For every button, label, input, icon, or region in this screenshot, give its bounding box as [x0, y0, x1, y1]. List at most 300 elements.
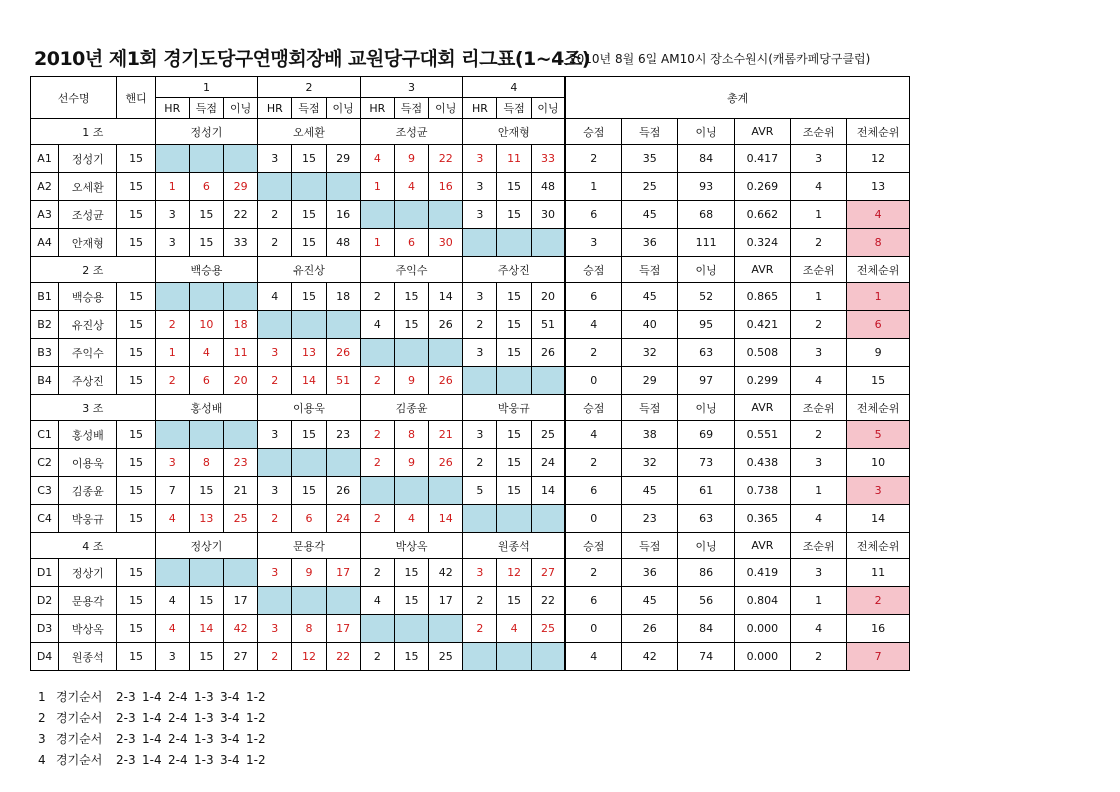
summary-value: 69 — [678, 421, 734, 449]
match-score-cell: 15 — [189, 587, 223, 615]
match-score-cell: 30 — [429, 229, 463, 257]
self-match-cell — [155, 421, 189, 449]
player-code: C3 — [31, 477, 59, 505]
player-handicap: 15 — [117, 145, 155, 173]
match-score-cell: 3 — [463, 201, 497, 229]
player-handicap: 15 — [117, 229, 155, 257]
match-score-cell: 25 — [531, 421, 565, 449]
self-match-cell — [429, 615, 463, 643]
summary-value: 0.417 — [734, 145, 790, 173]
table-row — [31, 367, 910, 395]
summary-header: 전체순위 — [847, 395, 910, 421]
table-row — [31, 477, 910, 505]
group-rank: 3 — [791, 339, 847, 367]
summary-value: 63 — [678, 339, 734, 367]
overall-rank: 1 — [847, 283, 910, 311]
self-match-cell — [360, 339, 394, 367]
match-score-cell: 9 — [394, 145, 428, 173]
player-handicap: 15 — [117, 477, 155, 505]
match-score-cell: 18 — [224, 311, 258, 339]
overall-rank: 11 — [847, 559, 910, 587]
match-score-cell: 26 — [429, 367, 463, 395]
summary-header: AVR — [734, 119, 790, 145]
match-score-cell: 6 — [394, 229, 428, 257]
summary-value: 2 — [565, 339, 621, 367]
group-rank: 3 — [791, 559, 847, 587]
self-match-cell — [155, 283, 189, 311]
summary-value: 52 — [678, 283, 734, 311]
match-header-3: 3 — [360, 77, 463, 98]
match-score-cell: 2 — [360, 421, 394, 449]
match-score-cell: 9 — [394, 449, 428, 477]
match-order-line — [38, 751, 272, 772]
self-match-cell — [155, 145, 189, 173]
summary-value: 4 — [565, 311, 621, 339]
player-code: C4 — [31, 505, 59, 533]
match-order-label: 경기순서 — [56, 690, 103, 704]
group-rank: 1 — [791, 587, 847, 615]
match-score-cell: 17 — [429, 587, 463, 615]
match-score-cell: 2 — [155, 311, 189, 339]
self-match-cell — [463, 367, 497, 395]
match-1-subheader: HR — [155, 98, 189, 119]
player-handicap: 15 — [117, 587, 155, 615]
summary-header: 조순위 — [791, 533, 847, 559]
match-score-cell: 3 — [155, 229, 189, 257]
group-label: 4 조 — [31, 533, 156, 559]
match-2-subheader: 득점 — [292, 98, 326, 119]
summary-header: 승점 — [565, 395, 621, 421]
match-score-cell: 3 — [463, 559, 497, 587]
match-score-cell: 15 — [189, 229, 223, 257]
self-match-cell — [258, 449, 292, 477]
self-match-cell — [258, 173, 292, 201]
match-2-subheader: HR — [258, 98, 292, 119]
player-handicap: 15 — [117, 643, 155, 671]
group-rank: 2 — [791, 229, 847, 257]
match-score-cell: 15 — [497, 201, 531, 229]
summary-header: 이닝 — [678, 395, 734, 421]
summary-value: 4 — [565, 421, 621, 449]
match-header-1: 1 — [155, 77, 258, 98]
player-name: 주상진 — [59, 367, 117, 395]
group-rank: 4 — [791, 615, 847, 643]
match-1-subheader: 이닝 — [224, 98, 258, 119]
match-score-cell: 25 — [429, 643, 463, 671]
group-rank: 2 — [791, 311, 847, 339]
match-score-cell: 14 — [429, 283, 463, 311]
summary-value: 36 — [622, 559, 678, 587]
opponent-name: 오세환 — [258, 119, 361, 145]
summary-value: 23 — [622, 505, 678, 533]
player-name: 원종석 — [59, 643, 117, 671]
summary-value: 6 — [565, 201, 621, 229]
summary-value: 68 — [678, 201, 734, 229]
player-code: A2 — [31, 173, 59, 201]
match-score-cell: 22 — [224, 201, 258, 229]
player-name: 홍성배 — [59, 421, 117, 449]
summary-value: 73 — [678, 449, 734, 477]
match-order-label: 경기순서 — [56, 732, 103, 746]
opponent-name: 박상옥 — [360, 533, 463, 559]
overall-rank: 3 — [847, 477, 910, 505]
summary-value: 95 — [678, 311, 734, 339]
player-name-header: 선수명 — [31, 77, 117, 119]
opponent-name: 유진상 — [258, 257, 361, 283]
summary-value: 61 — [678, 477, 734, 505]
match-score-cell: 2 — [258, 505, 292, 533]
match-score-cell: 15 — [497, 173, 531, 201]
match-order-label: 경기순서 — [56, 711, 103, 725]
self-match-cell — [292, 173, 326, 201]
match-3-subheader: HR — [360, 98, 394, 119]
opponent-name: 안재형 — [463, 119, 566, 145]
match-score-cell: 29 — [326, 145, 360, 173]
match-score-cell: 2 — [463, 449, 497, 477]
summary-value: 0 — [565, 615, 621, 643]
match-score-cell: 26 — [429, 449, 463, 477]
summary-value: 0.662 — [734, 201, 790, 229]
match-score-cell: 4 — [155, 587, 189, 615]
match-2-subheader: 이닝 — [326, 98, 360, 119]
summary-value: 74 — [678, 643, 734, 671]
match-score-cell: 3 — [258, 559, 292, 587]
match-4-subheader: HR — [463, 98, 497, 119]
match-score-cell: 14 — [292, 367, 326, 395]
self-match-cell — [189, 145, 223, 173]
self-match-cell — [224, 145, 258, 173]
player-code: B4 — [31, 367, 59, 395]
self-match-cell — [258, 587, 292, 615]
match-score-cell: 4 — [360, 587, 394, 615]
summary-header: 전체순위 — [847, 257, 910, 283]
match-score-cell: 15 — [292, 145, 326, 173]
player-code: D4 — [31, 643, 59, 671]
match-pair: 1-3 — [194, 690, 214, 704]
match-score-cell: 26 — [531, 339, 565, 367]
match-score-cell: 16 — [429, 173, 463, 201]
summary-value: 97 — [678, 367, 734, 395]
summary-value: 0.269 — [734, 173, 790, 201]
summary-value: 4 — [565, 643, 621, 671]
match-score-cell: 12 — [497, 559, 531, 587]
match-score-cell: 3 — [258, 339, 292, 367]
match-score-cell: 4 — [394, 173, 428, 201]
match-score-cell: 15 — [189, 643, 223, 671]
player-name: 정성기 — [59, 145, 117, 173]
match-score-cell: 3 — [155, 449, 189, 477]
overall-rank: 4 — [847, 201, 910, 229]
summary-header: 조순위 — [791, 395, 847, 421]
match-pair: 1-2 — [246, 753, 266, 767]
summary-value: 0.000 — [734, 643, 790, 671]
match-score-cell: 4 — [360, 311, 394, 339]
match-1-subheader: 득점 — [189, 98, 223, 119]
self-match-cell — [531, 505, 565, 533]
group-rank: 2 — [791, 421, 847, 449]
player-code: D1 — [31, 559, 59, 587]
self-match-cell — [326, 173, 360, 201]
group-rank: 1 — [791, 201, 847, 229]
match-score-cell: 21 — [224, 477, 258, 505]
group-rank: 1 — [791, 283, 847, 311]
event-info: 2010년 8월 6일 AM10시 장소수원시(캐롬카페당구클럽) — [569, 52, 871, 66]
summary-value: 2 — [565, 559, 621, 587]
table-row — [31, 449, 910, 477]
summary-header: 승점 — [565, 119, 621, 145]
summary-header: 조순위 — [791, 257, 847, 283]
player-name: 백승용 — [59, 283, 117, 311]
summary-value: 0.865 — [734, 283, 790, 311]
self-match-cell — [394, 339, 428, 367]
overall-rank: 14 — [847, 505, 910, 533]
match-score-cell: 3 — [258, 145, 292, 173]
table-row — [31, 643, 910, 671]
self-match-cell — [189, 283, 223, 311]
group-rank: 4 — [791, 367, 847, 395]
table-row — [31, 201, 910, 229]
overall-rank: 7 — [847, 643, 910, 671]
match-score-cell: 48 — [326, 229, 360, 257]
match-score-cell: 14 — [429, 505, 463, 533]
match-score-cell: 15 — [394, 311, 428, 339]
player-code: B3 — [31, 339, 59, 367]
match-pair: 1-4 — [142, 690, 162, 704]
match-pair: 2-3 — [116, 690, 136, 704]
table-row — [31, 505, 910, 533]
table-row — [31, 173, 910, 201]
table-body — [31, 119, 910, 671]
player-name: 정상기 — [59, 559, 117, 587]
match-score-cell: 17 — [326, 559, 360, 587]
player-handicap: 15 — [117, 421, 155, 449]
match-score-cell: 51 — [326, 367, 360, 395]
summary-value: 40 — [622, 311, 678, 339]
match-score-cell: 10 — [189, 311, 223, 339]
opponent-name: 홍성배 — [155, 395, 258, 421]
match-pair: 1-3 — [194, 732, 214, 746]
player-name: 오세환 — [59, 173, 117, 201]
match-score-cell: 23 — [224, 449, 258, 477]
opponent-name: 박웅규 — [463, 395, 566, 421]
player-handicap: 15 — [117, 339, 155, 367]
match-pair: 2-4 — [168, 690, 188, 704]
match-score-cell: 3 — [258, 477, 292, 505]
summary-value: 84 — [678, 615, 734, 643]
summary-value: 84 — [678, 145, 734, 173]
summary-header: 득점 — [622, 119, 678, 145]
table-row — [31, 229, 910, 257]
group-rank: 4 — [791, 173, 847, 201]
match-score-cell: 48 — [531, 173, 565, 201]
opponent-name: 조성균 — [360, 119, 463, 145]
match-score-cell: 26 — [326, 477, 360, 505]
match-score-cell: 33 — [224, 229, 258, 257]
group-rank: 2 — [791, 643, 847, 671]
match-score-cell: 2 — [463, 587, 497, 615]
opponent-name: 원종석 — [463, 533, 566, 559]
match-score-cell: 2 — [258, 643, 292, 671]
match-score-cell: 8 — [394, 421, 428, 449]
match-pair: 1-2 — [246, 711, 266, 725]
match-score-cell: 22 — [429, 145, 463, 173]
self-match-cell — [497, 367, 531, 395]
overall-rank: 15 — [847, 367, 910, 395]
match-order-line — [38, 730, 272, 751]
summary-value: 1 — [565, 173, 621, 201]
group-rank: 4 — [791, 505, 847, 533]
match-pair: 1-2 — [246, 732, 266, 746]
match-score-cell: 15 — [497, 477, 531, 505]
match-score-cell: 3 — [463, 421, 497, 449]
summary-header: 이닝 — [678, 533, 734, 559]
summary-value: 0 — [565, 367, 621, 395]
table-row — [31, 615, 910, 643]
match-order-number: 2 — [38, 711, 46, 725]
overall-rank: 6 — [847, 311, 910, 339]
league-table — [30, 76, 910, 671]
self-match-cell — [429, 201, 463, 229]
player-name: 이용욱 — [59, 449, 117, 477]
player-handicap: 15 — [117, 559, 155, 587]
match-3-subheader: 이닝 — [429, 98, 463, 119]
page-header — [34, 44, 914, 72]
match-score-cell: 15 — [394, 643, 428, 671]
total-header: 총계 — [565, 77, 909, 119]
overall-rank: 13 — [847, 173, 910, 201]
summary-header: AVR — [734, 395, 790, 421]
summary-value: 0.551 — [734, 421, 790, 449]
summary-value: 111 — [678, 229, 734, 257]
match-score-cell: 2 — [360, 367, 394, 395]
match-score-cell: 22 — [326, 643, 360, 671]
player-name: 문용각 — [59, 587, 117, 615]
group-header-row — [31, 533, 910, 559]
match-score-cell: 6 — [189, 367, 223, 395]
match-score-cell: 25 — [224, 505, 258, 533]
self-match-cell — [497, 229, 531, 257]
opponent-name: 백승용 — [155, 257, 258, 283]
summary-value: 0.419 — [734, 559, 790, 587]
match-pair: 2-4 — [168, 732, 188, 746]
opponent-name: 주상진 — [463, 257, 566, 283]
player-handicap: 15 — [117, 449, 155, 477]
match-score-cell: 21 — [429, 421, 463, 449]
match-score-cell: 4 — [155, 505, 189, 533]
match-header-4: 4 — [463, 77, 566, 98]
player-code: A4 — [31, 229, 59, 257]
match-score-cell: 1 — [155, 173, 189, 201]
match-score-cell: 2 — [463, 311, 497, 339]
match-score-cell: 15 — [292, 229, 326, 257]
player-code: D2 — [31, 587, 59, 615]
table-row — [31, 587, 910, 615]
overall-rank: 16 — [847, 615, 910, 643]
match-score-cell: 15 — [189, 201, 223, 229]
match-score-cell: 5 — [463, 477, 497, 505]
match-score-cell: 15 — [497, 421, 531, 449]
match-pair: 2-4 — [168, 753, 188, 767]
match-score-cell: 13 — [292, 339, 326, 367]
match-score-cell: 6 — [189, 173, 223, 201]
overall-rank: 5 — [847, 421, 910, 449]
group-label: 3 조 — [31, 395, 156, 421]
match-score-cell: 6 — [292, 505, 326, 533]
match-order-line — [38, 709, 272, 730]
summary-value: 2 — [565, 449, 621, 477]
self-match-cell — [394, 477, 428, 505]
player-handicap: 15 — [117, 173, 155, 201]
match-score-cell: 15 — [497, 587, 531, 615]
match-score-cell: 4 — [189, 339, 223, 367]
match-pair: 1-4 — [142, 753, 162, 767]
self-match-cell — [292, 587, 326, 615]
summary-value: 6 — [565, 587, 621, 615]
self-match-cell — [497, 643, 531, 671]
match-order-number: 4 — [38, 753, 46, 767]
summary-value: 45 — [622, 283, 678, 311]
self-match-cell — [463, 505, 497, 533]
group-rank: 3 — [791, 145, 847, 173]
summary-value: 42 — [622, 643, 678, 671]
summary-value: 26 — [622, 615, 678, 643]
match-score-cell: 8 — [292, 615, 326, 643]
match-score-cell: 3 — [258, 421, 292, 449]
match-order-label: 경기순서 — [56, 753, 103, 767]
match-score-cell: 3 — [463, 173, 497, 201]
self-match-cell — [531, 367, 565, 395]
self-match-cell — [497, 505, 531, 533]
match-score-cell: 51 — [531, 311, 565, 339]
match-score-cell: 3 — [155, 643, 189, 671]
summary-value: 45 — [622, 201, 678, 229]
self-match-cell — [463, 229, 497, 257]
self-match-cell — [326, 311, 360, 339]
self-match-cell — [429, 339, 463, 367]
summary-value: 0.804 — [734, 587, 790, 615]
match-score-cell: 11 — [224, 339, 258, 367]
match-score-cell: 15 — [189, 477, 223, 505]
summary-value: 6 — [565, 477, 621, 505]
match-order-number: 3 — [38, 732, 46, 746]
self-match-cell — [326, 587, 360, 615]
match-score-cell: 14 — [189, 615, 223, 643]
self-match-cell — [531, 643, 565, 671]
match-score-cell: 27 — [531, 559, 565, 587]
match-score-cell: 11 — [497, 145, 531, 173]
player-handicap: 15 — [117, 505, 155, 533]
match-score-cell: 2 — [360, 643, 394, 671]
match-score-cell: 3 — [258, 615, 292, 643]
match-pair: 2-3 — [116, 732, 136, 746]
summary-value: 3 — [565, 229, 621, 257]
overall-rank: 10 — [847, 449, 910, 477]
self-match-cell — [360, 201, 394, 229]
summary-value: 35 — [622, 145, 678, 173]
match-score-cell: 3 — [463, 339, 497, 367]
match-score-cell: 24 — [326, 505, 360, 533]
group-label: 1 조 — [31, 119, 156, 145]
player-name: 박상옥 — [59, 615, 117, 643]
player-handicap: 15 — [117, 201, 155, 229]
match-score-cell: 25 — [531, 615, 565, 643]
summary-header: 전체순위 — [847, 119, 910, 145]
summary-header: 득점 — [622, 533, 678, 559]
match-score-cell: 15 — [394, 587, 428, 615]
summary-value: 0.365 — [734, 505, 790, 533]
summary-value: 25 — [622, 173, 678, 201]
match-score-cell: 15 — [394, 559, 428, 587]
